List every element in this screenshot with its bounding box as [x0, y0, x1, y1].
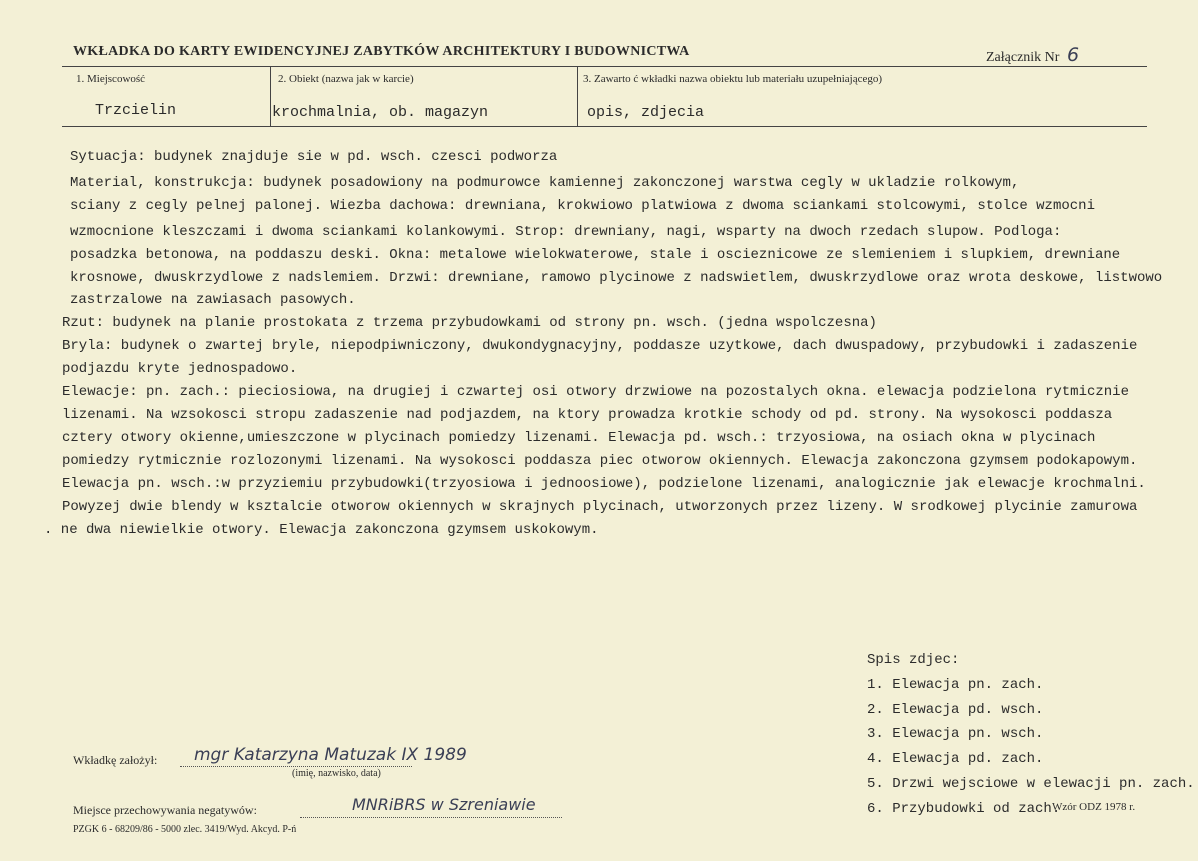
object-value: krochmalnia, ob. magazyn [272, 104, 489, 121]
table-divider-2 [577, 66, 578, 126]
photo-list-item: 2. Elewacja pd. wsch. [867, 701, 1044, 718]
body-line: Material, konstrukcja: budynek posadowiony na podmurowce kamiennej zakonczonej warstwa cegly w ukladzie rolkowym, [70, 174, 1020, 191]
body-line: posadzka betonowa, na poddaszu deski. Okna: metalowe wielokwaterowe, stale i oscieznicowe ze slemieniem i slupkiem, drewniane [70, 246, 1121, 263]
body-line: sciany z cegly pelnej palonej. Wiezba dachowa: drewniana, krokwiowo platwiowa z dwoma sciankami stolcowymi, stolce wzmocni [70, 197, 1095, 214]
description-body [44, 146, 1163, 541]
table-bottom-rule [62, 126, 1147, 127]
locality-value: Trzcielin [95, 102, 177, 119]
annex-number: 6 [1066, 44, 1080, 66]
body-line: zastrzalowe na zawiasach pasowych. [70, 292, 356, 309]
negatives-location: MNRiBRS w Szreniawie [352, 795, 536, 814]
annex-label-text: Załącznik Nr [986, 50, 1060, 65]
photo-list-item: 4. Elewacja pd. zach. [867, 751, 1044, 768]
document-title: WKŁADKA DO KARTY EWIDENCYJNEJ ZABYTKÓW ARCHITEKTURY I BUDOWNICTWA [73, 44, 690, 59]
locality-label: 1. Miejscowość [76, 73, 146, 85]
negatives-label: Miejsce przechowywania negatywów: [73, 803, 257, 817]
photo-list-item: 1. Elewacja pn. zach. [867, 676, 1044, 693]
body-line: Rzut: budynek na planie prostokata z trzema przybudowkami od strony pn. wsch. (jedna wspolczesna) [62, 315, 877, 332]
photo-list [867, 648, 1195, 822]
table-top-rule [62, 66, 1147, 67]
body-line: lizenami. Na wzsokosci stropu zadaszenie nad podjazdem, na ktory prowadza krotkie schody od pd. strony. Na wysokosci poddasza [62, 406, 1113, 423]
photo-list-item: 3. Elewacja pn. wsch. [867, 726, 1044, 743]
body-line: pomiedzy rytmicznie rozlozonymi lizenami. Na wysokosci poddasza piec otworow okiennych. Elewacja zakonczona gzymsem podokapowym. [62, 452, 1138, 469]
photo-list-item: 6. Przybudowki od zach. [867, 800, 1061, 817]
body-line: Elewacja pn. wsch.:w przyziemiu przybudowki(trzyosiowa i jednoosiowe), podzielone lizenami, analogicznie jak elewacje krochmalni. [62, 475, 1146, 492]
author-signature: mgr Katarzyna Matuzak IX 1989 [194, 745, 467, 765]
body-line: podjazdu kryte jednospadowo. [62, 361, 298, 378]
body-line: Bryla: budynek o zwartej bryle, niepodpiwniczony, dwukondygnacyjny, poddasze uzytkowe, dach dwuspadowy, przybudowki i zadaszenie [62, 338, 1138, 355]
body-line: . ne dwa niewielkie otwory. Elewacja zakonczona gzymsem uskokowym. [44, 521, 599, 538]
author-hint: (imię, nazwisko, data) [292, 768, 381, 779]
author-dotted-line [180, 766, 412, 767]
body-line: krosnowe, dwuskrzydlowe z nadslemiem. Drzwi: drewniane, ramowo plycinowe z nadswietlem, dwuskrzydlowe oraz wrota deskowe, listwowo [70, 269, 1163, 286]
annex-label [986, 44, 1079, 66]
body-line: Elewacje: pn. zach.: pieciosiowa, na drugiej i czwartej osi otwory drzwiowe na pozostalych okna. elewacja podzielona rytmicznie [62, 384, 1129, 401]
body-line: wzmocnione kleszczami i dwoma sciankami kolankowymi. Strop: drewniany, nagi, wsparty na dwoch rzedach slupow. Podloga: [70, 223, 1062, 240]
print-info: PZGK 6 - 68209/86 - 5000 zlec. 3419/Wyd. Akcyd. P-ń [73, 824, 297, 835]
contents-value: opis, zdjecia [587, 104, 705, 121]
photo-list-item: 5. Drzwi wejsciowe w elewacji pn. zach. [867, 775, 1195, 792]
body-line: Sytuacja: budynek znajduje sie w pd. wsch. czesci podworza [70, 149, 558, 165]
template-info: Wzór ODZ 1978 r. [1052, 801, 1136, 813]
negatives-dotted-line [300, 817, 562, 818]
table-divider-1 [270, 66, 271, 126]
photo-list-title: Spis zdjec: [867, 652, 960, 668]
author-label: Wkładkę założył: [73, 753, 158, 767]
body-line: Powyzej dwie blendy w ksztalcie otworow okiennych w skrajnych plycinach, utworzonych przez lizeny. W srodkowej plycinie zamurowa [62, 498, 1138, 515]
object-label: 2. Obiekt (nazwa jak w karcie) [278, 73, 414, 85]
body-line: cztery otwory okienne,umieszczone w plycinach pomiedzy lizenami. Elewacja pd. wsch.: trzyosiowa, na osiach okna w plycinach [62, 429, 1096, 446]
contents-label: 3. Zawarto ć wkładki nazwa obiektu lub materiału uzupełniającego) [583, 73, 883, 85]
